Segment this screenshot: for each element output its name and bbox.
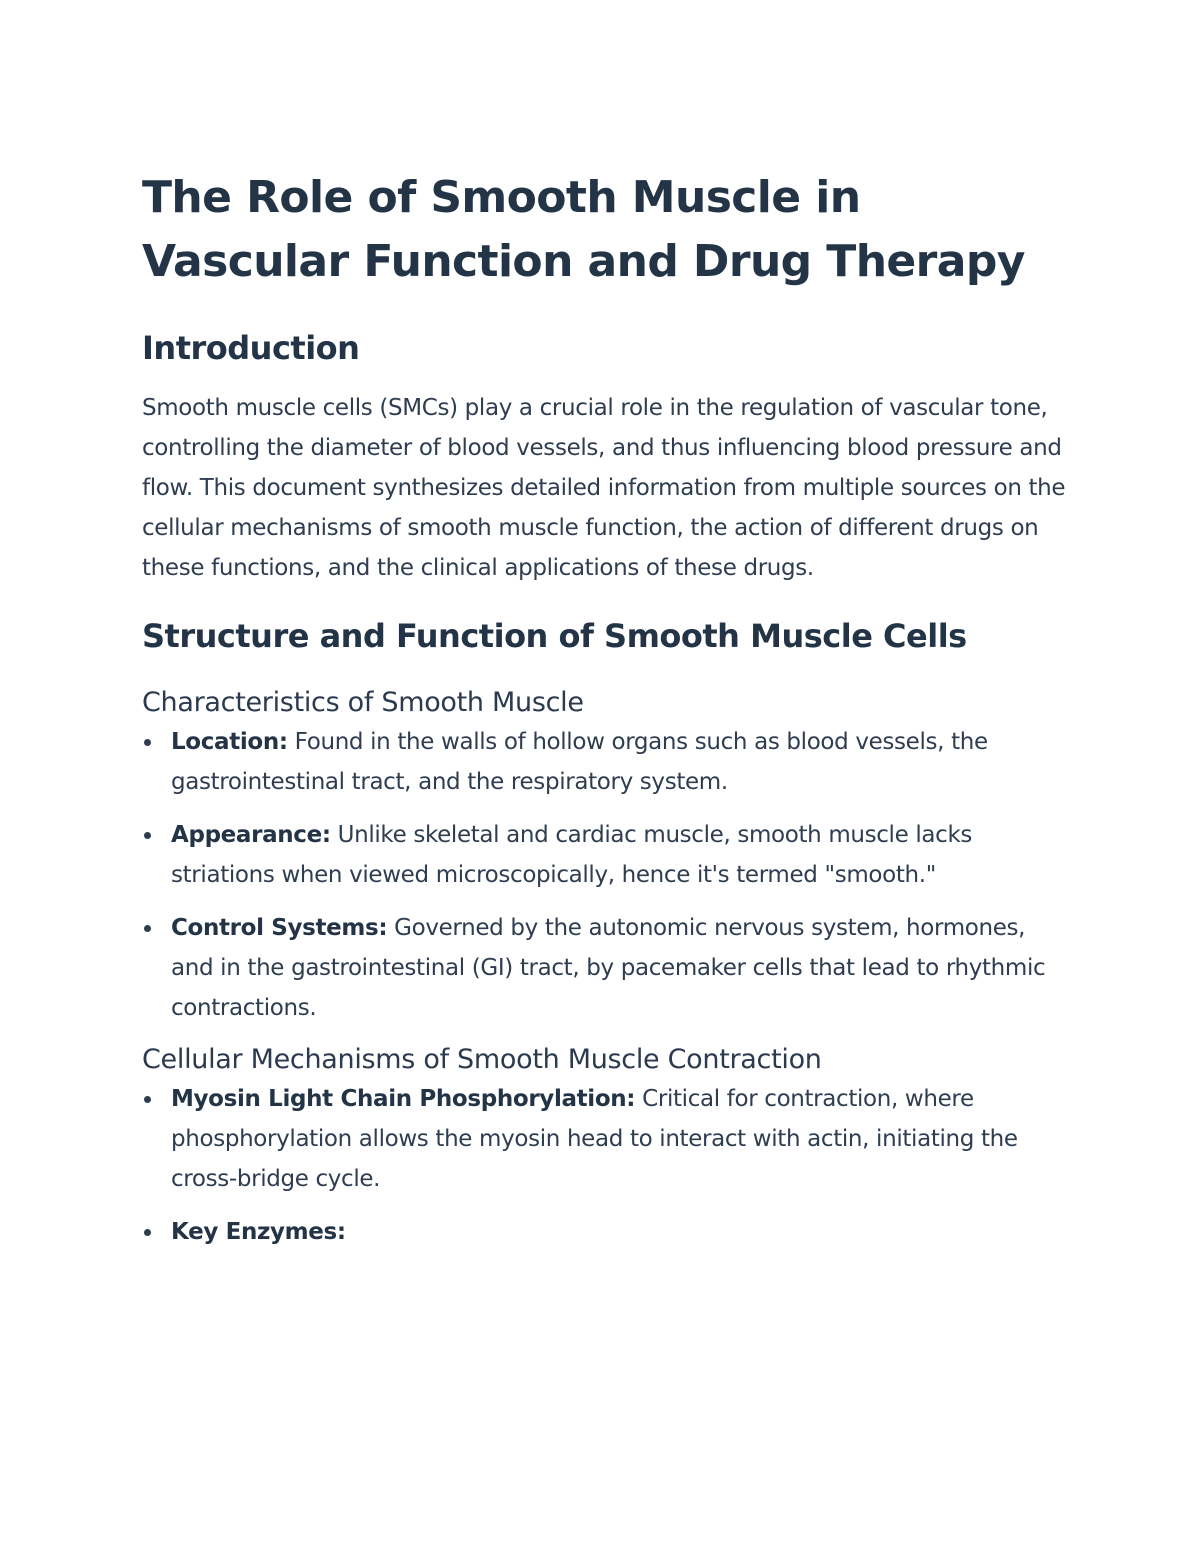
- bullet-icon: [144, 832, 151, 839]
- introduction-heading: Introduction: [142, 329, 360, 367]
- bullet-icon: [144, 925, 151, 932]
- bullet-icon: [144, 1229, 151, 1236]
- list-item-term: Control Systems:: [171, 915, 388, 941]
- list-item-term: Myosin Light Chain Phosphorylation:: [171, 1086, 636, 1112]
- structure-heading: Structure and Function of Smooth Muscle Cells: [142, 617, 967, 655]
- characteristics-list: [142, 722, 1072, 1028]
- list-item-text: Critical for contraction, where phosphorylation allows the myosin head to interact with actin, initiating the cross-bridge cycle.: [171, 1086, 1018, 1192]
- list-item-text: Found in the walls of hollow organs such as blood vessels, the gastrointestinal tract, and the respiratory system.: [171, 729, 988, 795]
- list-item: [142, 815, 1072, 895]
- list-item: [142, 1079, 1072, 1199]
- bullet-icon: [144, 739, 151, 746]
- list-item: [142, 722, 1072, 802]
- document-page: [142, 166, 1072, 1265]
- list-item: [142, 908, 1072, 1028]
- bullet-icon: [144, 1096, 151, 1103]
- list-item-term: Key Enzymes:: [171, 1219, 346, 1245]
- list-item-text: Governed by the autonomic nervous system, hormones, and in the gastrointestinal (GI) tract, by pacemaker cells that lead to rhythmic contractions.: [171, 915, 1046, 1021]
- mechanisms-list: [142, 1079, 1072, 1252]
- list-item-term: Appearance:: [171, 822, 331, 848]
- list-item-text: Unlike skeletal and cardiac muscle, smooth muscle lacks striations when viewed microscopically, hence it's termed "smooth.": [171, 822, 973, 888]
- mechanisms-heading: Cellular Mechanisms of Smooth Muscle Contraction: [142, 1044, 822, 1075]
- characteristics-heading: Characteristics of Smooth Muscle: [142, 687, 584, 718]
- list-item-term: Location:: [171, 729, 288, 755]
- document-title: The Role of Smooth Muscle in Vascular Function and Drug Therapy: [142, 172, 1025, 287]
- introduction-paragraph: Smooth muscle cells (SMCs) play a crucial role in the regulation of vascular tone, controlling the diameter of blood vessels, and thus influencing blood pressure and flow. This document synthesizes detailed information from multiple sources on the cellular mechanisms of smooth muscle function, the action of different drugs on these functions, and the clinical applications of these drugs.: [142, 395, 1066, 581]
- list-item: [142, 1212, 1072, 1252]
